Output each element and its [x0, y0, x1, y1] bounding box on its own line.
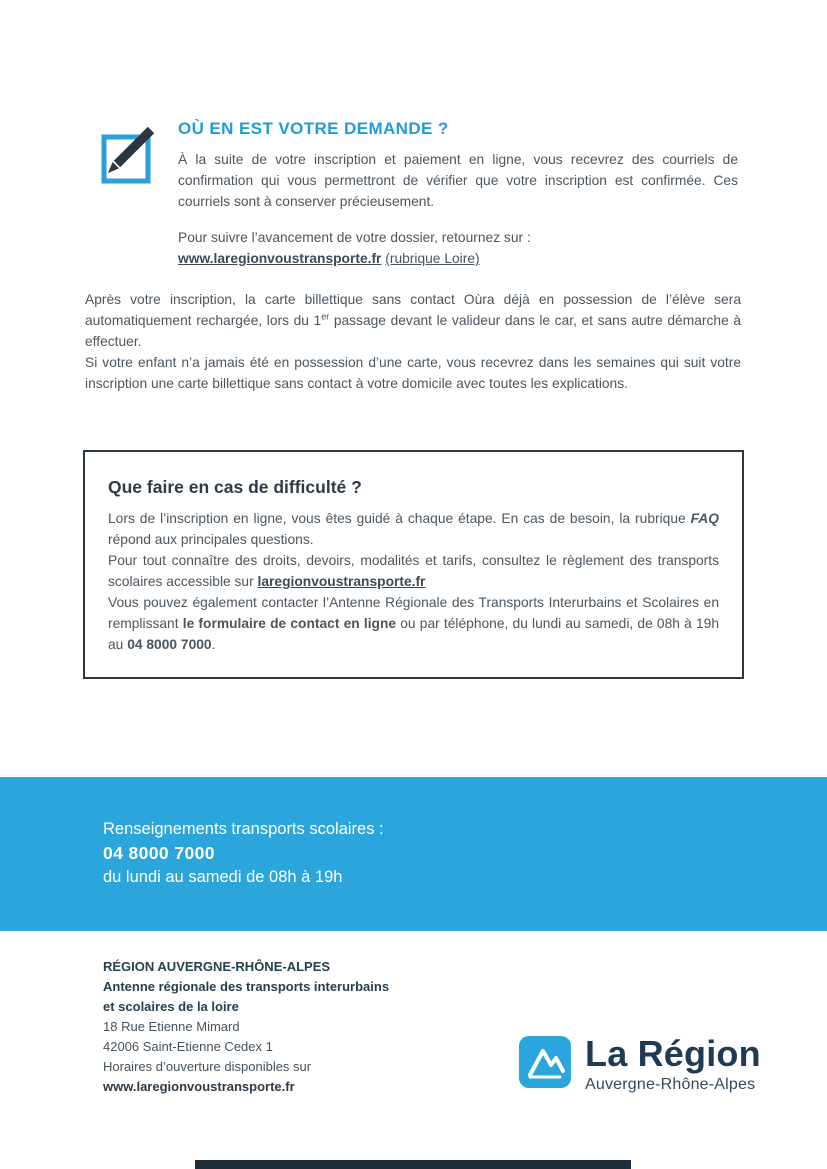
- footer-dept-line-2: et scolaires de la loire: [103, 999, 239, 1014]
- difficulty-text: .: [211, 637, 216, 652]
- card-info-section: [85, 289, 741, 394]
- banner-line-3: du lundi au samedi de 08h à 19h: [103, 868, 343, 886]
- status-paragraph-1: À la suite de votre inscription et paiement en ligne, vous recevrez des courriels de confirmation qui vous permettront de vérifier que votre inscription est confirmée. Ces courriels sont à conserver précieusement.: [178, 152, 738, 209]
- footer-dept-line-1: Antenne régionale des transports interurbains: [103, 979, 390, 994]
- card-info-text: Après votre inscription, la carte billettique sans contact Oùra déjà en possession de l’élève sera automatiquement rechargée, lors du 1: [85, 292, 741, 328]
- difficulty-text: Pour tout connaître des droits, devoirs, modalités et tarifs, consultez le règlement des transports scolaires accessible sur: [108, 553, 719, 589]
- footer-hours-line: Horaires d’ouverture disponibles sur: [103, 1059, 312, 1074]
- difficulty-box: [83, 450, 744, 679]
- footer-address-line-2: 42006 Saint-Etienne Cedex 1: [103, 1039, 273, 1054]
- contact-form-emphasis: le formulaire de contact en ligne: [182, 616, 397, 631]
- difficulty-box-heading: Que faire en cas de difficulté ?: [108, 477, 362, 497]
- difficulty-paragraph-1: [108, 508, 719, 550]
- difficulty-paragraph-3: [108, 592, 719, 655]
- footer-org-name: RÉGION AUVERGNE-RHÔNE-ALPES: [103, 959, 331, 974]
- mountain-icon: [518, 1035, 572, 1089]
- banner-phone-number: 04 8000 7000: [103, 843, 215, 863]
- bottom-page-strip: [195, 1160, 631, 1169]
- regulation-site-link[interactable]: laregionvoustransporte.fr: [257, 574, 426, 589]
- status-section: [95, 118, 740, 269]
- footer-address-line-1: 18 Rue Etienne Mimard: [103, 1019, 240, 1034]
- contact-banner: [0, 777, 827, 931]
- difficulty-text: Lors de l’inscription en ligne, vous êtes guidé à chaque étape. En cas de besoin, la rubrique: [108, 511, 691, 526]
- pencil-icon: [95, 120, 165, 190]
- region-logo-text: [585, 1035, 761, 1094]
- ordinal-superscript: er: [321, 311, 330, 322]
- footer-site-link[interactable]: www.laregionvoustransporte.fr: [103, 1079, 295, 1094]
- footer: [0, 955, 827, 1155]
- card-info-paragraph-2: Si votre enfant n’a jamais été en possession d’une carte, vous recevrez dans les semaines qui suit votre inscription une carte billettique sans contact à votre domicile avec toutes les explications.: [85, 355, 741, 391]
- status-link-line: [178, 248, 738, 269]
- difficulty-text: répond aux principales questions.: [108, 532, 314, 547]
- status-paragraph-2: Pour suivre l’avancement de votre dossier, retournez sur :: [178, 230, 531, 245]
- status-heading: OÙ EN EST VOTRE DEMANDE ?: [178, 119, 449, 138]
- banner-line-1: Renseignements transports scolaires :: [103, 820, 384, 838]
- region-logo-subtitle: Auvergne-Rhône-Alpes: [585, 1076, 756, 1093]
- phone-number-emphasis: 04 8000 7000: [127, 637, 212, 652]
- tracking-site-link[interactable]: www.laregionvoustransporte.fr: [178, 251, 382, 266]
- faq-emphasis: FAQ: [690, 511, 719, 526]
- difficulty-text: ou par téléphone, du lundi au samedi, de 08h à 19h au: [108, 616, 720, 652]
- difficulty-box-body: [108, 508, 719, 655]
- difficulty-text: Vous pouvez également contacter l’Antenne Régionale des Transports Interurbains et Scolaires en remplissant: [108, 595, 719, 631]
- region-logo-title: La Région: [585, 1033, 761, 1074]
- footer-address-block: [103, 957, 389, 1097]
- card-info-text: passage devant le valideur dans le car, et sans autre démarche à effectuer.: [85, 313, 742, 349]
- difficulty-paragraph-2: [108, 550, 719, 592]
- region-logo: [518, 1035, 761, 1094]
- tracking-site-link-suffix: (rubrique Loire): [385, 251, 480, 266]
- card-info-paragraph-1: [85, 289, 741, 352]
